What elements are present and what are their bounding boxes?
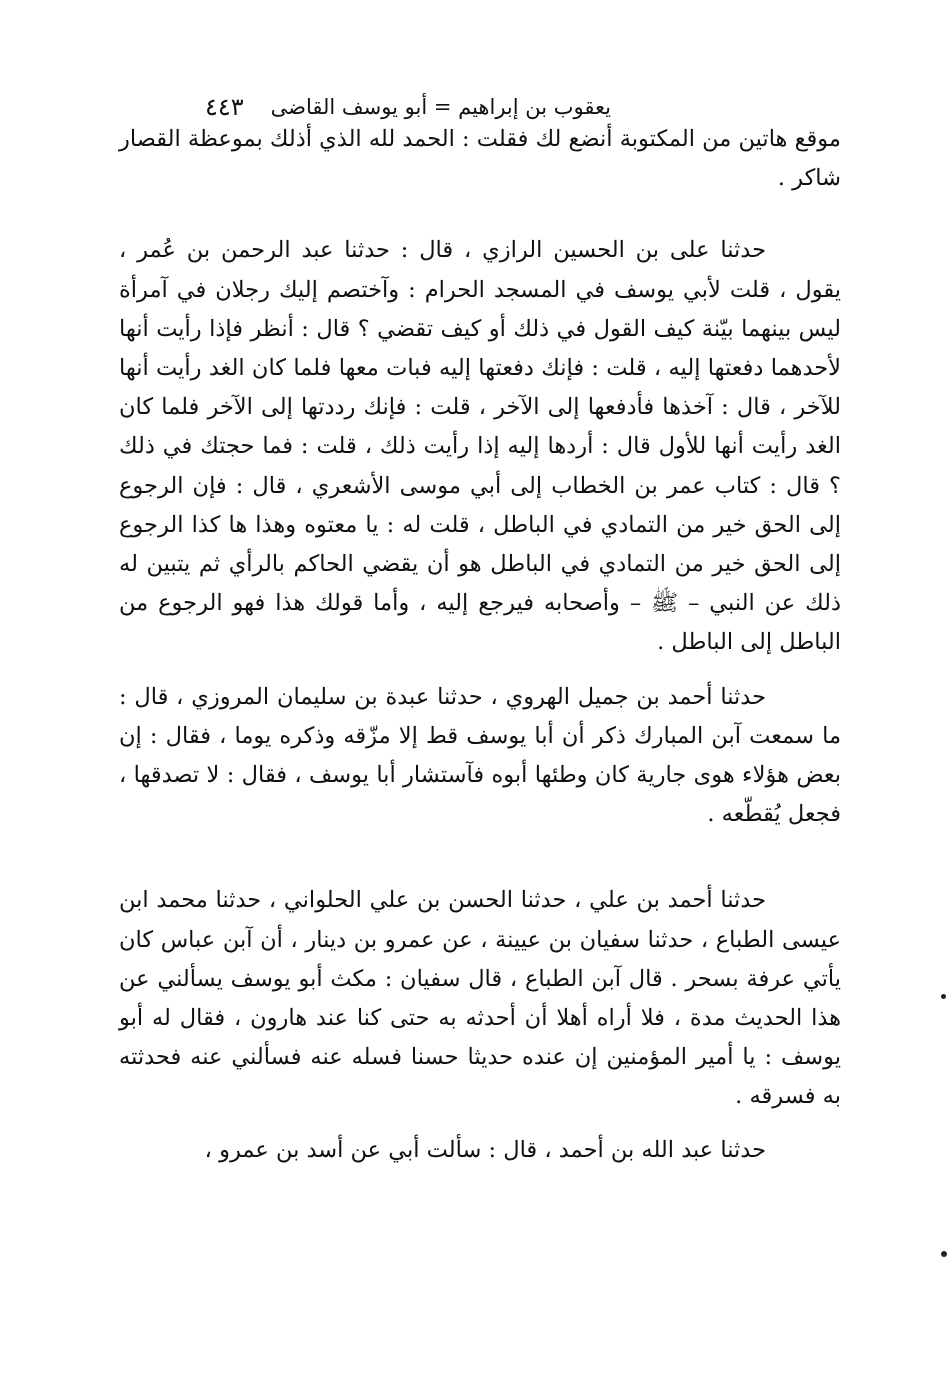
scan-speck bbox=[941, 1251, 947, 1257]
paragraph: حدثنا على بن الحسين الرازي ، قال : حدثنا عبد الرحمن بن عُمر ، يقول ، قلت لأبي يوسف في المسجد الحرام : وآختصم إليك رجلان في آمرأة ليس بينهما بيّنة كيف القول في ذلك أو كيف تقضي ؟ قال : أنظر فإذا رأيت أنها لأحدهما دفعتها إليه ، قلت : فإنك دفعتها إليه فبات معها فلما كان الغد رأيت أنها للآخر ، قال : آخذها فأدفعها إلى الآخر ، قلت : فإنك رددتها إلى الآخر فلما كان الغد رأيت أنها للأول قال : أردها إليه إذا رأيت ذلك ، قلت : فما حجتك في ذلك ؟ قال : كتاب عمر بن الخطاب إلى أبي موسى الأشعري ، قال : فإن الرجوع إلى الحق خير من التمادي في الباطل ، قلت له : يا معتوه وهذا ها كذا الرجوع إلى الحق خير من التمادي في الباطل هو أن يقضي الحاكم بالرأي ثم يتبين له ذلك عن النبي – ﷺ – وأصحابه فيرجع إليه ، وأما قولك هذا فهو الرجوع من الباطل إلى الباطل . bbox=[119, 237, 841, 656]
paragraph-continuation: موقع هاتين من المكتوبة أنضع لك فقلت : الحمد لله الذي أذلك بموعظة القصار شاكر . bbox=[119, 126, 841, 192]
paragraph: حدثنا عبد الله بن أحمد ، قال : سألت أبي عن أسد بن عمرو ، bbox=[204, 1136, 766, 1163]
running-title: يعقوب بن إبراهيم = أبو يوسف القاضى bbox=[270, 95, 611, 119]
paragraph: حدثنا أحمد بن جميل الهروي ، حدثنا عبدة بن سليمان المروزي ، قال : ما سمعت آبن المبارك ذكر أن أبا يوسف قط إلا مزّقه وذكره يوما ، فقال : إن بعض هؤلاء هوى جارية كان وطئها أبوه فآستشار أبا يوسف ، فقال : لا تصدقها ، فجعل يُقطّعه . bbox=[119, 683, 841, 828]
page-body bbox=[119, 120, 841, 1170]
scan-speck bbox=[941, 994, 946, 999]
running-header bbox=[205, 90, 611, 124]
page-number: ٤٤٣ bbox=[205, 93, 244, 121]
paragraph: حدثنا أحمد بن علي ، حدثنا الحسن بن علي الحلواني ، حدثنا محمد ابن عيسى الطباع ، حدثنا سفيان بن عيينة ، عن عمرو بن دينار ، أن آبن عباس كان يأتي عرفة بسحر . قال آبن الطباع ، قال سفيان : مكث أبو يوسف يسألني عن هذا الحديث مدة ، فلا أراه أهلا أن أحدثه به حتى كنا عند هارون ، فقال له أبو يوسف : يا أمير المؤمنين إن عنده حديثا حسنا فسله عنه فسألني عنه فحدثته به فسرقه . bbox=[119, 887, 841, 1110]
